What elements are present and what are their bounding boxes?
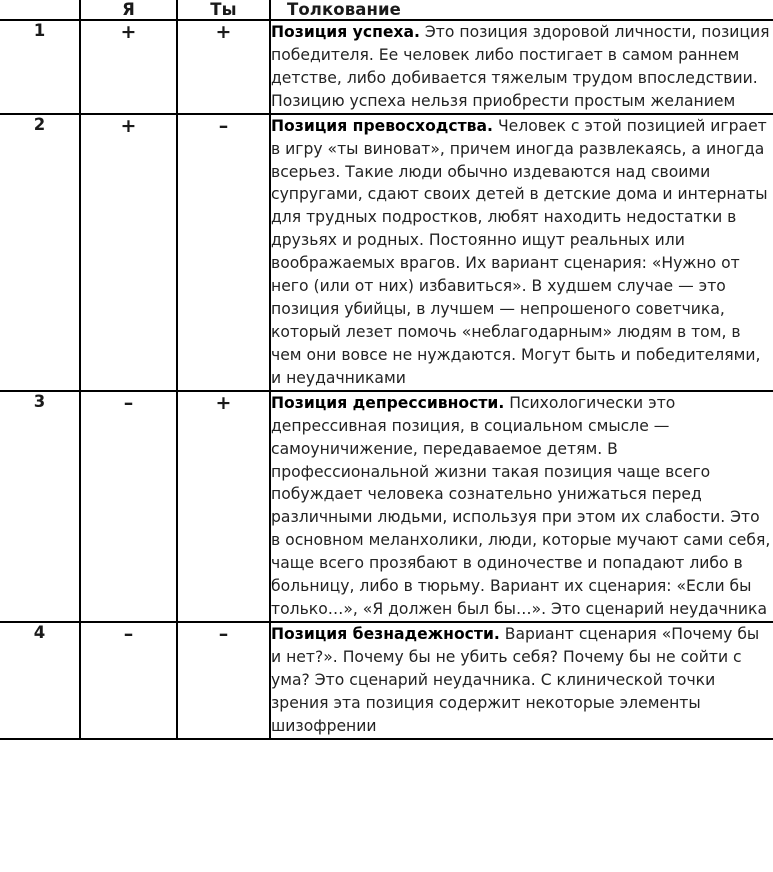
description-text: Вариант сценария «Почему бы и нет?». Почему бы не убить себя? Почему бы не сойти с ума? Это сценарий неудачника. С клинической точки зрения эта позиция содержит некоторые элементы шизофрении xyxy=(271,624,760,735)
table-header-row xyxy=(0,0,773,20)
row-sign-ty: – xyxy=(177,114,270,391)
description-text: Психологически это депрессивная позиция, в социальном смысле — самоуничижение, передаваемое детям. В профессиональной жизни такая позиция чаще всего побуждает человека сознательно унижаться перед различными людьми, используя при этом их слабости. Это в основном меланхолики, люди, которые мучают сами себя, чаще всего прозябают в одиночестве и попадают либо в больницу, либо в тюрьму. Вариант их сценария: «Если бы только…», «Я должен был бы…». Это сценарий неудачника xyxy=(271,393,771,619)
row-sign-ya: – xyxy=(80,391,177,622)
column-header-ya: Я xyxy=(80,0,177,20)
description-lead: Позиция депрессивности. xyxy=(271,393,505,412)
description-lead: Позиция безнадежности. xyxy=(271,624,500,643)
row-sign-ya: – xyxy=(80,622,177,739)
row-sign-ya: + xyxy=(80,20,177,114)
table-body xyxy=(0,20,773,739)
description-text: Это позиция здоровой личности, позиция победителя. Ее человек либо постигает в самом раннем детстве, либо добивается тяжелым трудом впоследствии. Позицию успеха нельзя приобрести простым желанием xyxy=(271,23,770,110)
row-description xyxy=(270,622,773,739)
column-header-interpretation: Толкование xyxy=(270,0,773,20)
row-sign-ty: + xyxy=(177,391,270,622)
row-sign-ty: + xyxy=(177,20,270,114)
row-description xyxy=(270,114,773,391)
table-row xyxy=(0,622,773,739)
row-sign-ty: – xyxy=(177,622,270,739)
table-row xyxy=(0,20,773,114)
description-text: Человек с этой позицией играет в игру «ты виноват», причем иногда развлекаясь, а иногда всерьез. Такие люди обычно издеваются над своими супругами, сдают своих детей в детские дома и интернаты для трудных подростков, любят находить недостатки в друзьях и родных. Постоянно ищут реальных или воображаемых врагов. Их вариант сценария: «Нужно от него (или от них) избавиться». В худшем случае — это позиция убийцы, в лучшем — непрошеного советчика, который лезет помочь «неблагодарным» людям в том, в чем они вовсе не нуждаются. Могут быть и победителями, и неудачниками xyxy=(271,116,768,387)
column-header-ty: Ты xyxy=(177,0,270,20)
row-number: 1 xyxy=(0,20,80,114)
table-header xyxy=(0,0,773,20)
row-description xyxy=(270,20,773,114)
description-lead: Позиция превосходства. xyxy=(271,116,493,135)
description-lead: Позиция успеха. xyxy=(271,23,420,41)
row-sign-ya: + xyxy=(80,114,177,391)
table-row xyxy=(0,114,773,391)
row-number: 4 xyxy=(0,622,80,739)
row-description xyxy=(270,391,773,622)
row-number: 2 xyxy=(0,114,80,391)
column-header-number xyxy=(0,0,80,20)
table-row xyxy=(0,391,773,622)
row-number: 3 xyxy=(0,391,80,622)
